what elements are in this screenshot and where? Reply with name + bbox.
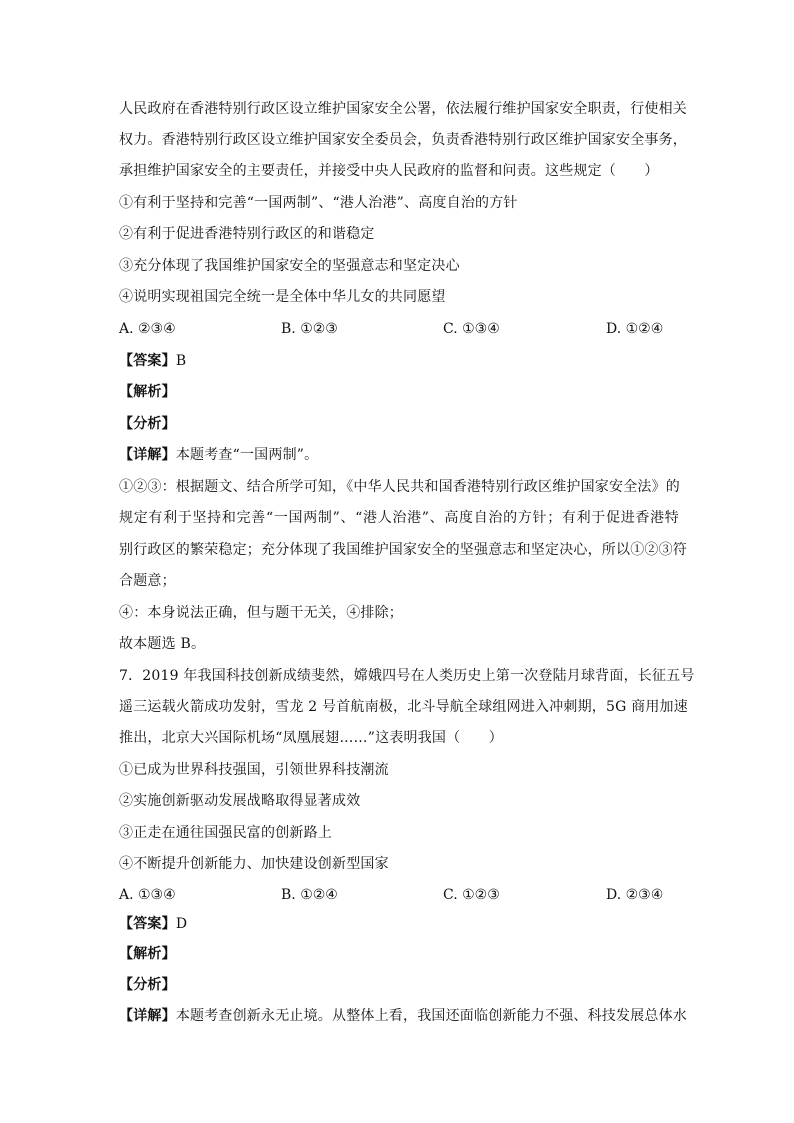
q6-stem-line: 人民政府在香港特别行政区设立维护国家安全公署，依法履行维护国家安全职责，行使相关 xyxy=(119,101,687,117)
q7-item: ④不断提升创新能力、加快建设创新型国家 xyxy=(119,856,389,872)
q6-item: ①有利于坚持和完善“一国两制”、“港人治港”、高度自治的方针 xyxy=(119,195,518,211)
q6-option-b: B. ①②③ xyxy=(281,321,338,337)
answer-tag: 【答案】 xyxy=(119,353,176,369)
q7-option-b: B. ①②④ xyxy=(281,887,338,903)
q6-item: ④说明实现祖国完全统一是全体中华儿女的共同愿望 xyxy=(119,289,446,305)
q6-option-a: A. ②③④ xyxy=(119,321,176,337)
q7-stem-line: 7．2019 年我国科技创新成绩斐然，嫦娥四号在人类历史上第一次登陆月球背面，长征五号 xyxy=(119,668,695,684)
detail-tag: 【详解】 xyxy=(119,1008,176,1024)
q6-detail-line: 别行政区的繁荣稳定；充分体现了我国维护国家安全的坚强意志和坚定决心，所以①②③符 xyxy=(119,542,687,558)
q6-jiexi-heading: 【解析】 xyxy=(119,384,176,400)
q7-option-a: A. ①③④ xyxy=(119,887,176,903)
detail-text: 本题考查“一国两制”。 xyxy=(175,447,319,463)
q6-stem-line: 权力。香港特别行政区设立维护国家安全委员会，负责香港特别行政区维护国家安全事务， xyxy=(119,132,687,148)
q6-option-c: C. ①③④ xyxy=(443,321,500,337)
q6-option-d: D. ①②④ xyxy=(606,321,664,337)
q6-detail-line: ①②③：根据题文、结合所学可知，《中华人民共和国香港特别行政区维护国家安全法》的 xyxy=(119,479,680,495)
q6-item: ③充分体现了我国维护国家安全的坚强意志和坚定决心 xyxy=(119,258,460,274)
q6-detail-line: ④：本身说法正确，但与题干无关，④排除； xyxy=(119,605,403,621)
q7-fenxi-heading: 【分析】 xyxy=(119,977,176,993)
q6-detail-line: 故本题选 B。 xyxy=(119,636,206,652)
q7-item: ①已成为世界科技强国，引领世界科技潮流 xyxy=(119,762,389,778)
q7-jiexi-heading: 【解析】 xyxy=(119,946,176,962)
q7-detail-intro xyxy=(119,1006,688,1026)
q6-detail-line: 合题意； xyxy=(119,573,176,589)
q7-item: ②实施创新驱动发展战略取得显著成效 xyxy=(119,793,361,809)
detail-tag: 【详解】 xyxy=(119,447,176,463)
q6-detail-intro xyxy=(119,445,679,465)
q7-stem-line: 推出，北京大兴国际机场“凤凰展翅……”这表明我国（ ） xyxy=(119,730,503,746)
answer-value: D xyxy=(175,916,188,932)
q6-item: ②有利于促进香港特别行政区的和谐稳定 xyxy=(119,226,375,242)
q6-answer xyxy=(119,351,679,371)
q7-item: ③正走在通往国强民富的创新路上 xyxy=(119,825,332,841)
q7-option-c: C. ①②③ xyxy=(443,887,500,903)
q7-stem-line: 遥三运载火箭成功发射，雪龙 2 号首航南极，北斗导航全球组网进入冲刺期，5G 商用加速 xyxy=(119,699,688,715)
detail-text: 本题考查创新永无止境。从整体上看，我国还面临创新能力不强、科技发展总体水 xyxy=(175,1008,688,1024)
answer-value: B xyxy=(175,353,187,369)
answer-tag: 【答案】 xyxy=(119,916,176,932)
q6-stem-line: 承担维护国家安全的主要责任，并接受中央人民政府的监督和问责。这些规定（ ） xyxy=(119,163,659,179)
q7-answer xyxy=(119,914,679,934)
q6-fenxi-heading: 【分析】 xyxy=(119,416,176,432)
q7-option-d: D. ②③④ xyxy=(606,887,664,903)
q6-detail-line: 规定有利于坚持和完善“一国两制”、“港人治港”、高度自治的方针；有利于促进香港特 xyxy=(119,510,679,526)
